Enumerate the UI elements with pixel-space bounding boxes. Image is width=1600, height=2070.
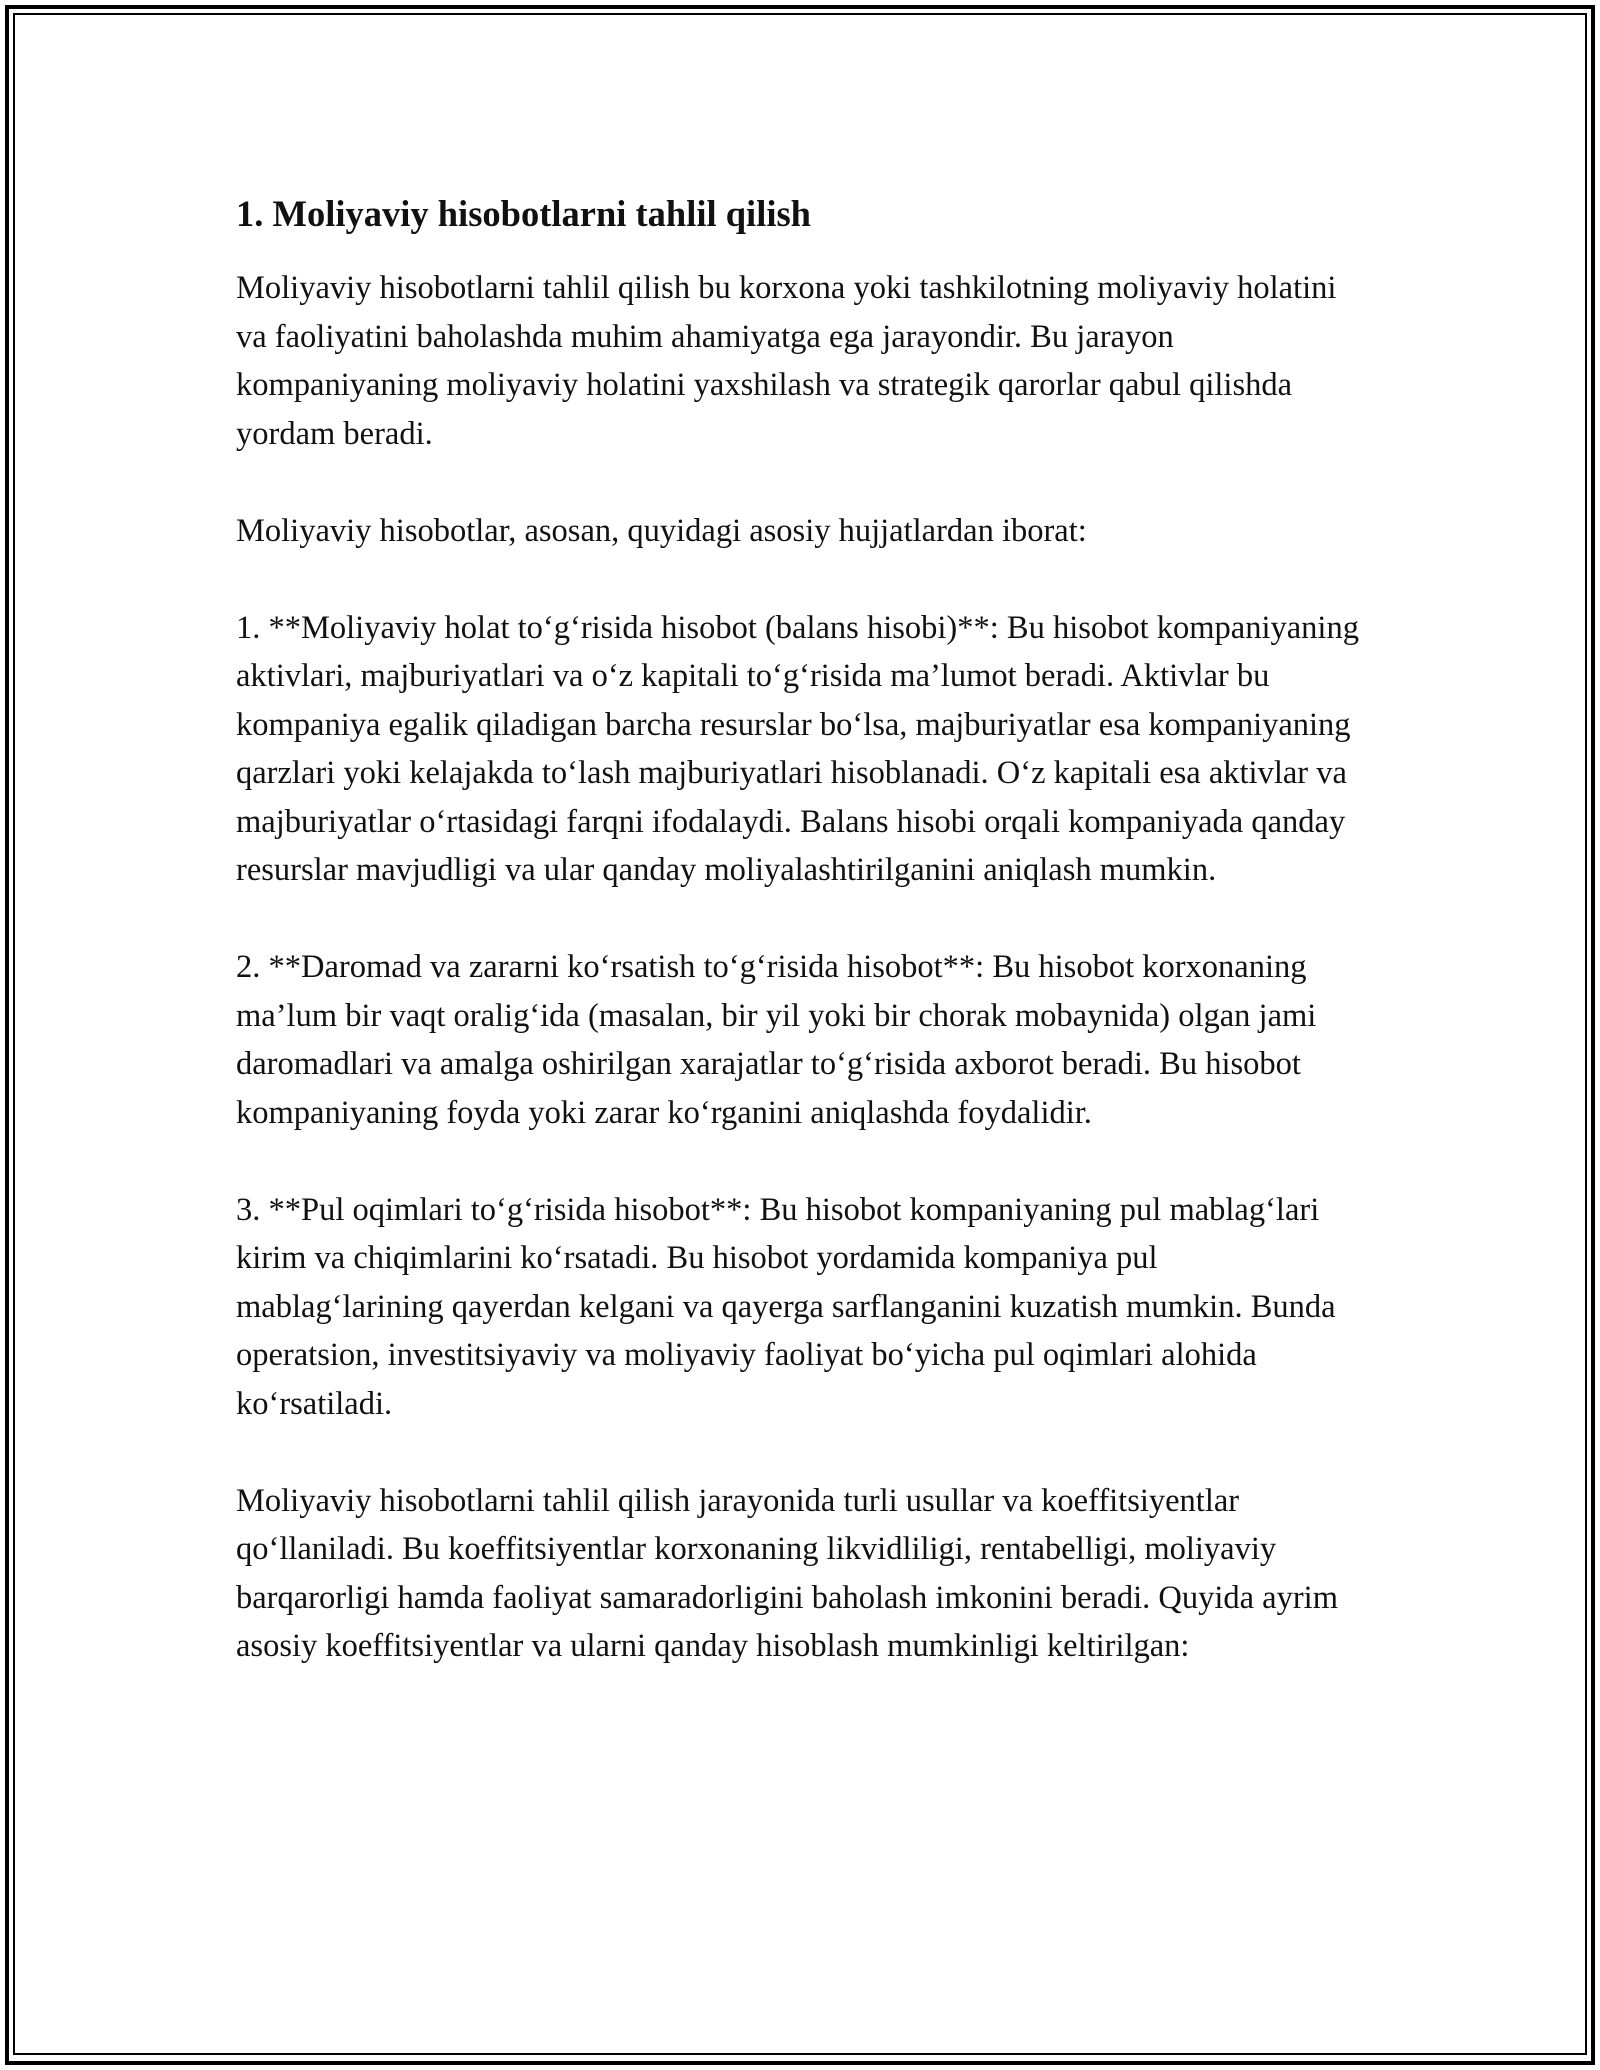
list-intro-paragraph: Moliyaviy hisobotlar, asosan, quyidagi asosiy hujjatlardan iborat: [236, 512, 1087, 549]
ratios-paragraph: Moliyaviy hisobotlarni tahlil qilish jarayonida turli usullar va koeffitsiyentlar qo‘llaniladi. Bu koeffitsiyentlar korxonaning likvidliligi, rentabelligi, moliyaviy barqarorligi hamda faoliyat samaradorligini baholash imkonini beradi. Quyida ayrim asosiy koeffitsiyentlar va ularni qanday hisoblash mumkinligi keltirilgan: [236, 1482, 1338, 1664]
balance-sheet-paragraph: 1. **Moliyaviy holat to‘g‘risida hisobot (balans hisobi)**: Bu hisobot kompaniyaning aktivlari, majburiyatlari va o‘z kapitali to‘g‘risida ma’lumot beradi. Aktivlar bu kompaniya egalik qiladigan barcha resurslar bo‘lsa, majburiyatlar esa kompaniyaning qarzlari yoki kelajakda to‘lash majburiyatlari hisoblanadi. O‘z kapitali esa aktivlar va majburiyatlar o‘rtasidagi farqni ifodalaydi. Balans hisobi orqali kompaniyada qanday resurslar mavjudligi va ular qanday moliyalashtirilganini aniqlash mumkin. [236, 609, 1359, 888]
intro-paragraph: Moliyaviy hisobotlarni tahlil qilish bu korxona yoki tashkilotning moliyaviy holatini va faoliyatini baholashda muhim ahamiyatga ega jarayondir. Bu jarayon kompaniyaning moliyaviy holatini yaxshilash va strategik qarorlar qabul qilishda yordam beradi. [236, 270, 1337, 452]
document-body [236, 186, 1366, 1719]
section-heading: 1. Moliyaviy hisobotlarni tahlil qilish [236, 193, 811, 234]
cash-flow-paragraph: 3. **Pul oqimlari to‘g‘risida hisobot**: Bu hisobot kompaniyaning pul mablag‘lari kirim va chiqimlarini ko‘rsatadi. Bu hisobot yordamida kompaniya pul mablag‘larining qayerdan kelgani va qayerga sarflanganini kuzatish mumkin. Bunda operatsion, investitsiyaviy va moliyaviy faoliyat bo‘yicha pul oqimlari alohida ko‘rsatiladi. [236, 1191, 1336, 1422]
income-statement-paragraph: 2. **Daromad va zararni ko‘rsatish to‘g‘risida hisobot**: Bu hisobot korxonaning ma’lum bir vaqt oralig‘ida (masalan, bir yil yoki bir chorak mobaynida) olgan jami daromadlari va amalga oshirilgan xarajatlar to‘g‘risida axborot beradi. Bu hisobot kompaniyaning foyda yoki zarar ko‘rganini aniqlashda foydalidir. [236, 949, 1317, 1131]
